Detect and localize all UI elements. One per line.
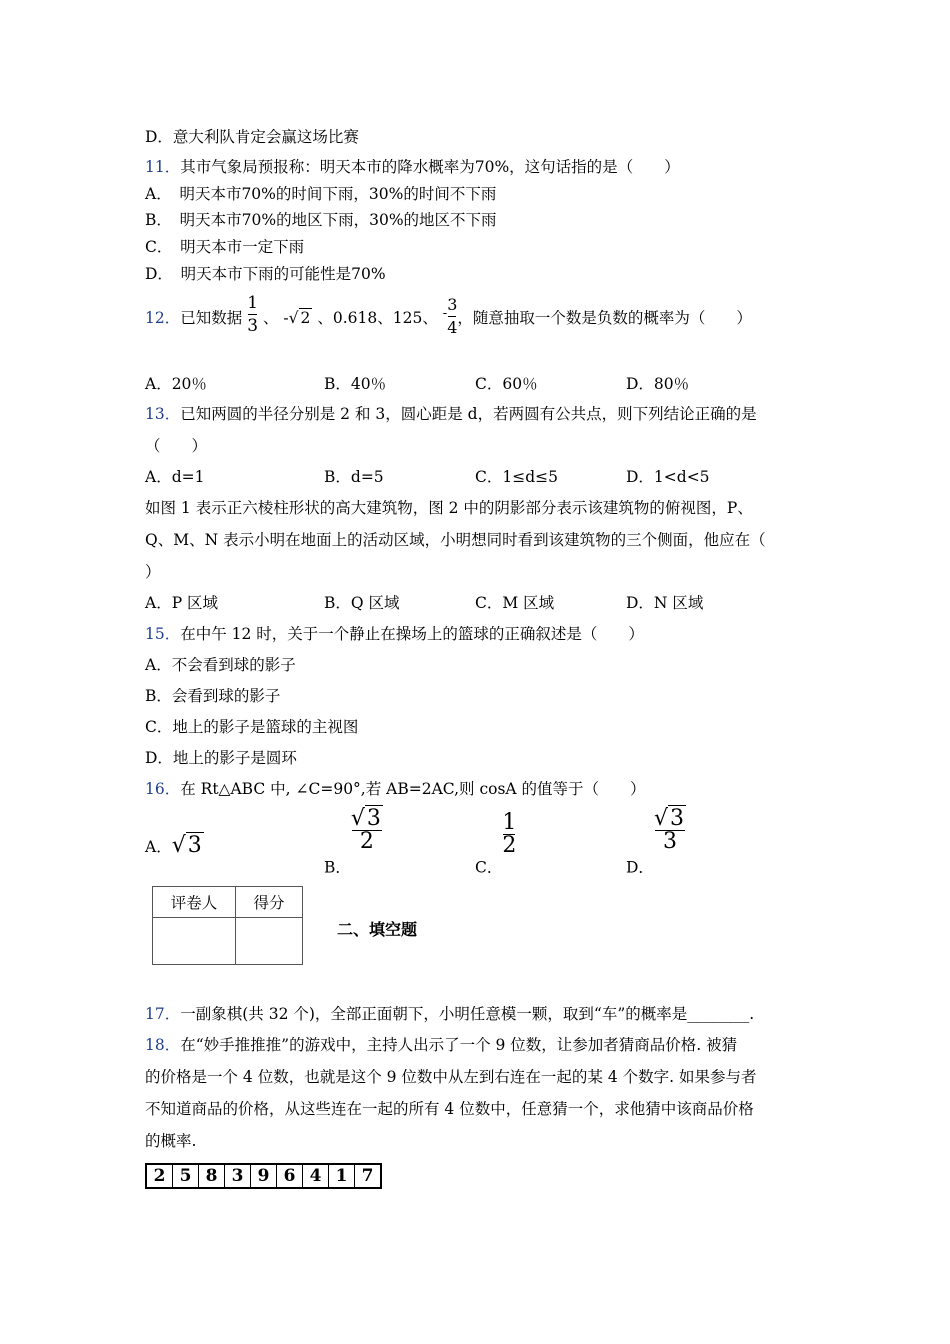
- q16-option-c-label: C．: [475, 858, 503, 877]
- q14-option-d: D．N 区域: [626, 594, 704, 612]
- q14-line2: Q、M、N 表示小明在地面上的活动区域，小明想同时看到该建筑物的三个侧面，他应在（: [145, 531, 766, 549]
- q13-option-c: C．1≤d≤5: [475, 468, 558, 486]
- score-table-grader-header: 评卷人: [153, 887, 236, 918]
- q12-minus-sign: -: [442, 306, 448, 321]
- q16-option-d-label: D．: [626, 858, 654, 877]
- q16-stem-text: 在 Rt△ABC 中, ∠C=90°,若 AB=2AC,则 cosA 的值等于（ ）: [180, 780, 646, 798]
- q16-option-a: [145, 831, 204, 862]
- q15-option-b: B．会看到球的影子: [145, 687, 281, 705]
- score-table: [152, 886, 303, 965]
- digit-cell: 4: [303, 1165, 329, 1187]
- q17-number: 17．: [145, 1005, 181, 1023]
- q11-stem-text: 其市气象局预报称：明天本市的降水概率为70%，这句话指的是（ ）: [180, 158, 680, 176]
- digit-cell: 5: [173, 1165, 199, 1187]
- digit-cell: 8: [199, 1165, 225, 1187]
- q11-number: 11．: [145, 158, 181, 176]
- score-table-score-cell[interactable]: [236, 918, 303, 965]
- digit-cell: 9: [251, 1165, 277, 1187]
- q10-option-d: D．意大利队肯定会赢这场比赛: [145, 128, 359, 146]
- q16-option-b-label: B．: [324, 858, 351, 877]
- score-table-grader-cell[interactable]: [153, 918, 236, 965]
- q18-line3: 不知道商品的价格，从这些连在一起的所有 4 位数中，任意猜一个，求他猜中该商品价格: [145, 1100, 754, 1118]
- q14-option-a: A．P 区域: [145, 594, 219, 612]
- q14-option-c: C．M 区域: [475, 594, 555, 612]
- q16-number: 16．: [145, 780, 181, 798]
- q18-line4: 的概率.: [145, 1132, 197, 1150]
- digit-cell: 7: [361, 1166, 374, 1186]
- q12-prefix: 已知数据: [180, 309, 243, 328]
- q18-number: 18．: [145, 1036, 181, 1054]
- q13-stem-text: 已知两圆的半径分别是 2 和 3，圆心距是 d，若两圆有公共点，则下列结论正确的是: [180, 405, 757, 423]
- q16-option-a-label: A．: [145, 838, 172, 856]
- q13-stem-cont: （ ）: [145, 437, 208, 455]
- q15-option-d: D．地上的影子是圆环: [145, 749, 297, 767]
- q12-separator: 、125、: [377, 309, 438, 328]
- q13-number: 13．: [145, 405, 181, 423]
- digit-cell: 2: [147, 1165, 173, 1187]
- q12-value-0618: 0.618: [332, 309, 378, 328]
- q12-suffix: ，随意抽取一个数是负数的概率为（ ）: [457, 309, 752, 328]
- q15-option-a: A．不会看到球的影子: [145, 656, 296, 674]
- q18-line2: 的价格是一个 4 位数，也就是这个 9 位数中从左到右连在一起的某 4 个数字. 如果参与者: [145, 1068, 757, 1086]
- q18-line1: [145, 1035, 737, 1055]
- q17-stem-text: 一副象棋(共 32 个)，全部正面朝下，小明任意模一颗，取到“车”的概率是________.: [180, 1005, 755, 1023]
- q13-option-a: A．d=1: [145, 468, 205, 486]
- q16-option-a-sqrt: √3: [171, 833, 202, 858]
- q14-option-b: B．Q 区域: [324, 594, 400, 612]
- nine-digit-number-display: [145, 1163, 382, 1189]
- q16-option-c: [475, 812, 516, 878]
- q12-minus-sign: -: [283, 309, 289, 328]
- q16-option-d-fraction: $\frac{√3}{3}$: [653, 806, 684, 854]
- q12-number: 12．: [145, 309, 181, 328]
- q12-sqrt-two: √ 2: [288, 309, 311, 328]
- q13-stem: [145, 404, 757, 424]
- q12-option-b: B．40％: [324, 375, 387, 393]
- q12-option-d: D．80％: [626, 375, 690, 393]
- q12-separator: 、: [317, 309, 333, 328]
- section-title: 二、填空题: [337, 920, 418, 939]
- q16-stem: [145, 779, 646, 799]
- q15-number: 15．: [145, 625, 181, 643]
- q13-option-d: D．1<d<5: [626, 468, 710, 486]
- q11-option-a: A． 明天本市70%的时间下雨，30%的时间不下雨: [145, 185, 497, 203]
- q18-line1-text: 在“妙手推推推”的游戏中，主持人出示了一个 9 位数，让参加者猜商品价格. 被猜: [180, 1036, 738, 1054]
- q16-option-b-fraction: $\frac{√3}{2}$: [350, 806, 381, 854]
- q12-stem: [145, 292, 752, 340]
- digit-cell: 3: [225, 1165, 251, 1187]
- q12-option-a: A．20％: [145, 375, 207, 393]
- q12-fraction-one-third: $\frac{1}{3}$: [247, 292, 259, 336]
- q15-stem-text: 在中午 12 时，关于一个静止在操场上的篮球的正确叙述是（ ）: [180, 625, 644, 643]
- q11-option-c: C． 明天本市一定下雨: [145, 238, 305, 256]
- q15-stem: [145, 624, 644, 644]
- q12-option-c: C．60％: [475, 375, 538, 393]
- q15-option-c: C．地上的影子是篮球的主视图: [145, 718, 359, 736]
- q14-line3: ）: [145, 563, 161, 581]
- q11-option-b: B． 明天本市70%的地区下雨，30%的地区不下雨: [145, 211, 497, 229]
- q12-fraction-three-quarters: $\frac{3}{4}$: [447, 294, 458, 337]
- q16-option-d: [626, 808, 686, 878]
- q16-option-b: [324, 808, 383, 878]
- q17-stem: [145, 1004, 754, 1024]
- q13-option-b: B．d=5: [324, 468, 384, 486]
- q14-line1: 如图 1 表示正六棱柱形状的高大建筑物，图 2 中的阴影部分表示该建筑物的俯视图，P、: [145, 499, 753, 517]
- q11-option-d: D． 明天本市下雨的可能性是70%: [145, 265, 386, 283]
- score-table-score-header: 得分: [236, 887, 303, 918]
- q11-stem: [145, 157, 680, 177]
- digit-cell: 1: [329, 1165, 355, 1187]
- q16-option-c-fraction: $\frac{1}{2}$: [502, 810, 517, 858]
- digit-cell: 6: [277, 1165, 303, 1187]
- q12-separator: 、: [262, 309, 279, 328]
